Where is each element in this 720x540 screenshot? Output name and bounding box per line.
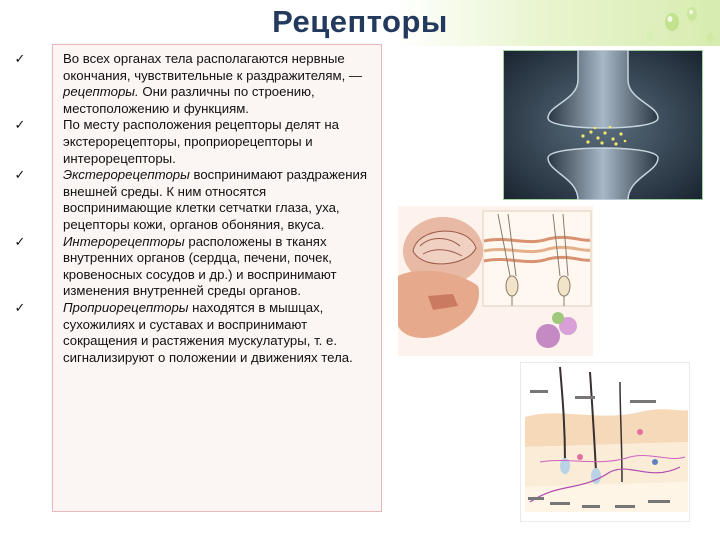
bullet-text: Во всех органах тела располагаются нервные окончания, чувствительные к раздражителям, — <box>63 51 363 83</box>
checkmark-icon: ✓ <box>14 233 26 249</box>
skin-cross-section-diagram <box>520 362 690 522</box>
receptors-illustration <box>398 206 593 356</box>
bullet-list <box>14 51 375 366</box>
slide-title: Рецепторы <box>272 4 448 39</box>
bullet-term: Проприорецепторы <box>63 299 189 315</box>
checkmark-icon: ✓ <box>14 117 26 133</box>
bullet-item <box>14 51 375 117</box>
bullet-text: По месту расположения рецепторы делят на экстерорецепторы, проприорецепторы и интерорецепторы. <box>63 117 340 166</box>
bullet-text: находятся в мышцах, сухожилиях и суставах и воспринимают сокращения и растяжения мускулатуры, т. е. сигнализируют о положении и движениях тела. <box>63 299 353 365</box>
bullet-text: воспринимают раздражения внешней среды. К ним относятся воспринимающие клетки сетчатки глаза, уха, рецепторы кожи, органов обоняния, вкуса. <box>63 167 368 232</box>
checkmark-icon: ✓ <box>14 51 26 66</box>
bullet-item <box>14 299 375 366</box>
bullet-item <box>14 233 375 300</box>
bullet-text: расположены в тканях внутренних органов (сердца, печени, почек, кровеносных сосудов и др.) и воспринимают изменения внутренней среды органов. <box>63 233 337 299</box>
bullet-term: Интерорецепторы <box>63 233 185 249</box>
checkmark-icon: ✓ <box>14 167 26 183</box>
bullet-item <box>14 117 375 167</box>
bullet-text: Они различны по строению, местоположению и функциям. <box>63 84 315 116</box>
checkmark-icon: ✓ <box>14 299 26 315</box>
bullet-term: рецепторы. <box>63 84 139 100</box>
synapse-image <box>503 50 703 200</box>
bullet-item <box>14 167 375 233</box>
bullet-term: Экстерорецепторы <box>63 167 190 183</box>
text-panel <box>14 44 382 512</box>
